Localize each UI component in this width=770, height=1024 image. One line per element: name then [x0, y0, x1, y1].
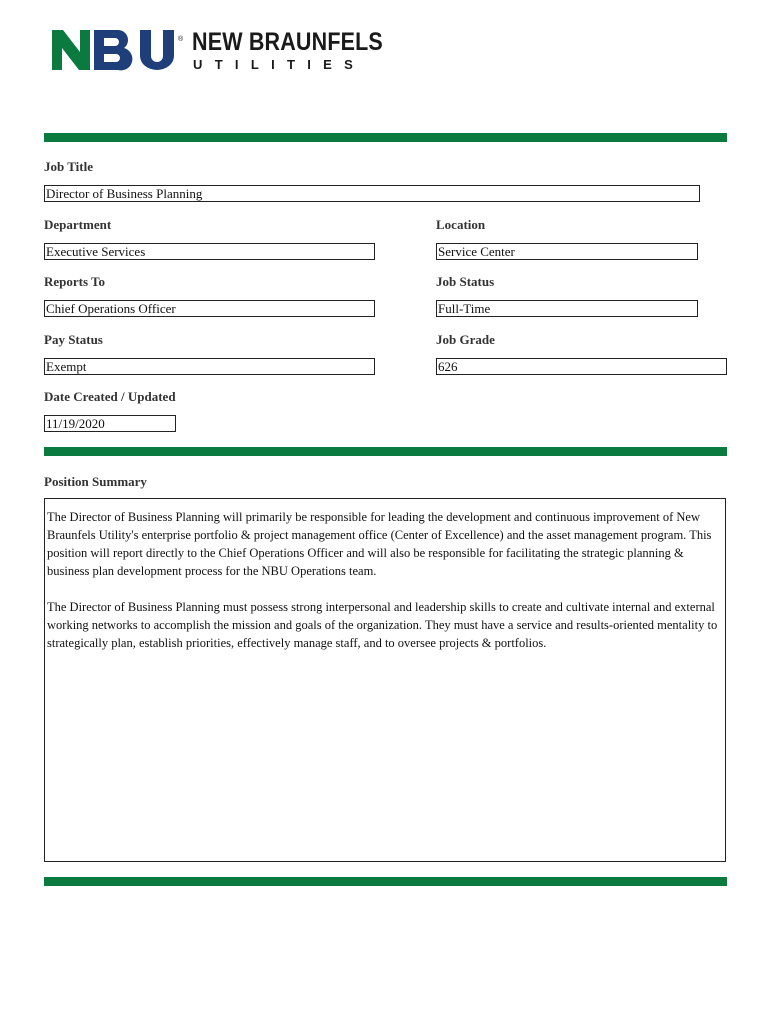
job-grade-field[interactable]: 626: [436, 358, 727, 375]
position-summary-label: Position Summary: [44, 474, 147, 489]
department-field[interactable]: Executive Services: [44, 243, 375, 260]
middle-divider-bar: [44, 447, 727, 456]
nbu-logo-mark: [52, 30, 188, 72]
reports-to-label: Reports To: [44, 274, 106, 289]
position-summary-box[interactable]: [44, 498, 726, 862]
logo-name-line2: UTILITIES: [193, 57, 366, 72]
job-title-field[interactable]: Director of Business Planning: [44, 185, 700, 202]
logo-name-line1: NEW BRAUNFELS: [192, 28, 383, 56]
date-created-field[interactable]: 11/19/2020: [44, 415, 176, 432]
pay-status-label: Pay Status: [44, 332, 103, 347]
summary-paragraph-2: The Director of Business Planning must possess strong interpersonal and leadership skills to create and cultivate internal and external working networks to accomplish the mission and goals of the organization. They must have a service and results-oriented mentality to strategically plan, establish priorities, effectively manage staff, and to oversee projects & portfolios.: [47, 600, 718, 650]
bottom-divider-bar: [44, 877, 727, 886]
department-label: Department: [44, 217, 112, 232]
job-grade-label: Job Grade: [436, 332, 495, 347]
pay-status-field[interactable]: Exempt: [44, 358, 375, 375]
summary-paragraph-1: The Director of Business Planning will primarily be responsible for leading the development and continuous improvement of New Braunfels Utility's enterprise portfolio & project management office (Center of Excellence) and the asset management program. This position will report directly to the Chief Operations Officer and will also be responsible for facilitating the strategic planning & business plan development process for the NBU Operations team.: [47, 510, 712, 578]
date-created-label: Date Created / Updated: [44, 389, 176, 404]
location-label: Location: [436, 217, 486, 232]
job-status-label: Job Status: [436, 274, 495, 289]
reports-to-field[interactable]: Chief Operations Officer: [44, 300, 375, 317]
job-title-label: Job Title: [44, 159, 94, 174]
svg-text:®: ®: [178, 36, 184, 43]
top-divider-bar: [44, 133, 727, 142]
job-status-field[interactable]: Full-Time: [436, 300, 698, 317]
nbu-logo: [52, 28, 383, 74]
location-field[interactable]: Service Center: [436, 243, 698, 260]
